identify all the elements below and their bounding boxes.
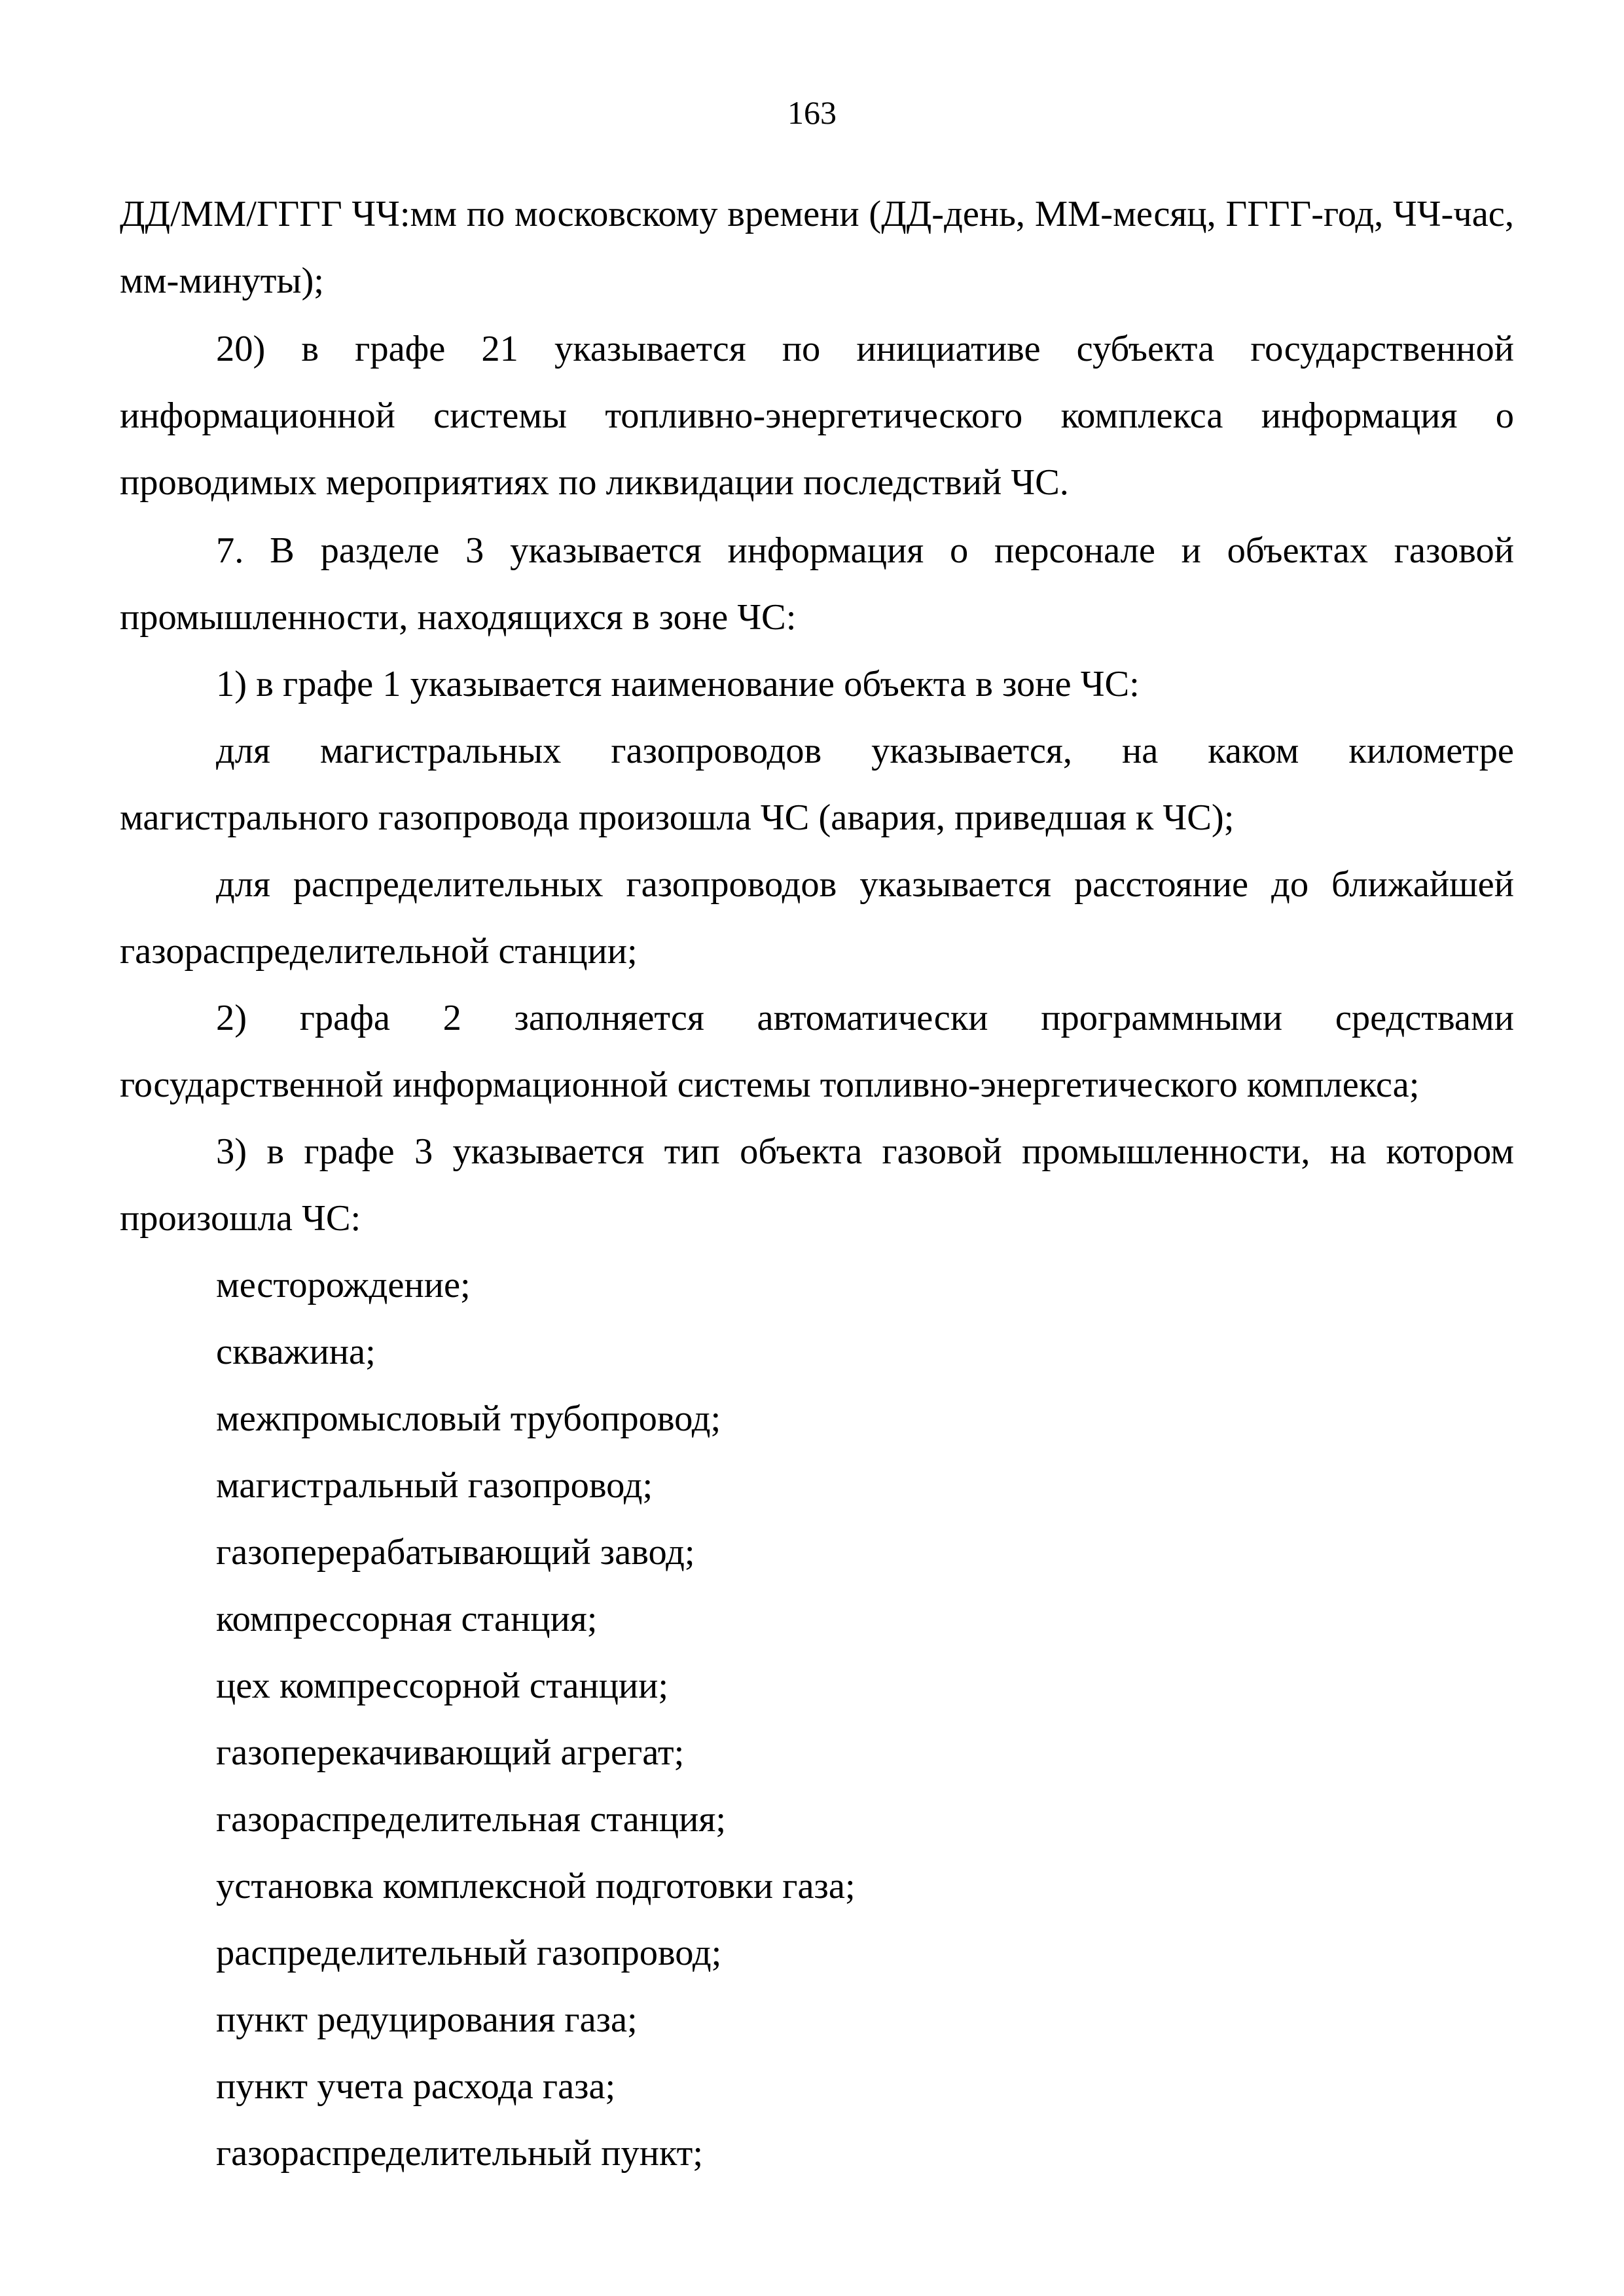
- list-item: пункт учета расхода газа;: [216, 2066, 616, 2107]
- list-item: скважина;: [216, 1332, 376, 1372]
- paragraph-item-2: 2) графа 2 заполняется автоматически программными средствами государственной информационной системы топливно-энергетического комплекса;: [120, 998, 1514, 1105]
- list-item: межпромысловый трубопровод;: [216, 1398, 721, 1439]
- list-item: цех компрессорной станции;: [216, 1666, 669, 1706]
- paragraph-main-pipelines: для магистральных газопроводов указывается, на каком километре магистрального газопровода произошла ЧС (авария, приведшая к ЧС);: [120, 731, 1514, 838]
- paragraph-item-20: 20) в графе 21 указывается по инициативе субъекта государственной информационной системы топливно-энергетического комплекса информация о проводимых мероприятиях по ликвидации последствий ЧС.: [120, 329, 1514, 503]
- paragraph-section-7: 7. В разделе 3 указывается информация о персонале и объектах газовой промышленности, находящихся в зоне ЧС:: [120, 530, 1514, 638]
- paragraph-item-3: 3) в графе 3 указывается тип объекта газовой промышленности, на котором произошла ЧС:: [120, 1131, 1514, 1239]
- page-number: 163: [787, 94, 837, 131]
- paragraph-distribution-pipelines: для распределительных газопроводов указывается расстояние до ближайшей газораспределительной станции;: [120, 864, 1514, 972]
- list-item: распределительный газопровод;: [216, 1933, 722, 1973]
- list-item: установка комплексной подготовки газа;: [216, 1866, 856, 1906]
- paragraph-item-1: 1) в графе 1 указывается наименование объекта в зоне ЧС:: [216, 664, 1140, 704]
- document-body: [120, 181, 1514, 2187]
- list-item: месторождение;: [216, 1265, 471, 1305]
- list-item: газораспределительная станция;: [216, 1799, 727, 1840]
- paragraph-datetime-format: ДД/ММ/ГГГГ ЧЧ:мм по московскому времени (ДД-день, ММ-месяц, ГГГГ-год, ЧЧ-час, мм-минуты);: [120, 194, 1514, 301]
- list-item: компрессорная станция;: [216, 1599, 598, 1639]
- list-item: газораспределительный пункт;: [216, 2133, 704, 2174]
- list-item: магистральный газопровод;: [216, 1465, 653, 1506]
- list-item: газоперекачивающий агрегат;: [216, 1732, 685, 1773]
- object-type-list: [120, 1252, 1514, 2187]
- list-item: пункт редуцирования газа;: [216, 1999, 638, 2040]
- list-item: газоперерабатывающий завод;: [216, 1532, 695, 1573]
